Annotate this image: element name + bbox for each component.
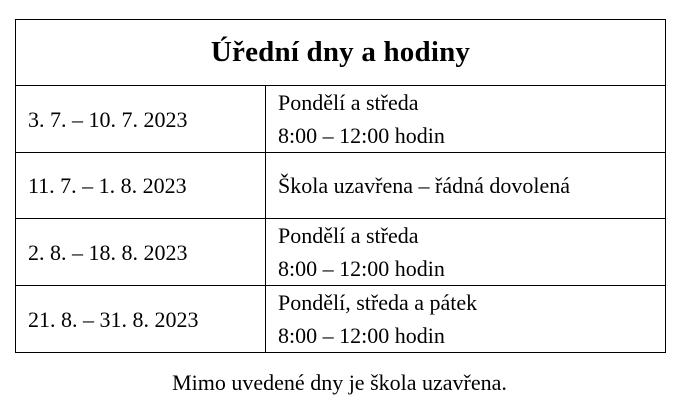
date-range-cell: 11. 7. – 1. 8. 2023	[16, 153, 266, 219]
date-range-cell: 3. 7. – 10. 7. 2023	[16, 86, 266, 153]
table-row	[16, 286, 666, 353]
hours-text: 8:00 – 12:00 hodin	[278, 123, 445, 148]
table-title-row	[16, 20, 666, 86]
hours-cell	[266, 219, 666, 286]
table-row	[16, 153, 666, 219]
office-hours-table	[15, 19, 666, 353]
table-title: Úřední dny a hodiny	[16, 20, 666, 86]
hours-cell	[266, 153, 666, 219]
table-row	[16, 219, 666, 286]
days-text: Pondělí, středa a pátek	[278, 290, 478, 315]
hours-cell	[266, 86, 666, 153]
days-text: Pondělí a středa	[278, 223, 419, 248]
hours-cell	[266, 286, 666, 353]
date-range-cell: 21. 8. – 31. 8. 2023	[16, 286, 266, 353]
table-row	[16, 86, 666, 153]
closed-text: Škola uzavřena – řádná dovolená	[278, 173, 570, 198]
hours-text: 8:00 – 12:00 hodin	[278, 256, 445, 281]
footer-note: Mimo uvedené dny je škola uzavřena.	[172, 370, 507, 395]
date-range-cell: 2. 8. – 18. 8. 2023	[16, 219, 266, 286]
days-text: Pondělí a středa	[278, 90, 419, 115]
hours-text: 8:00 – 12:00 hodin	[278, 323, 445, 348]
